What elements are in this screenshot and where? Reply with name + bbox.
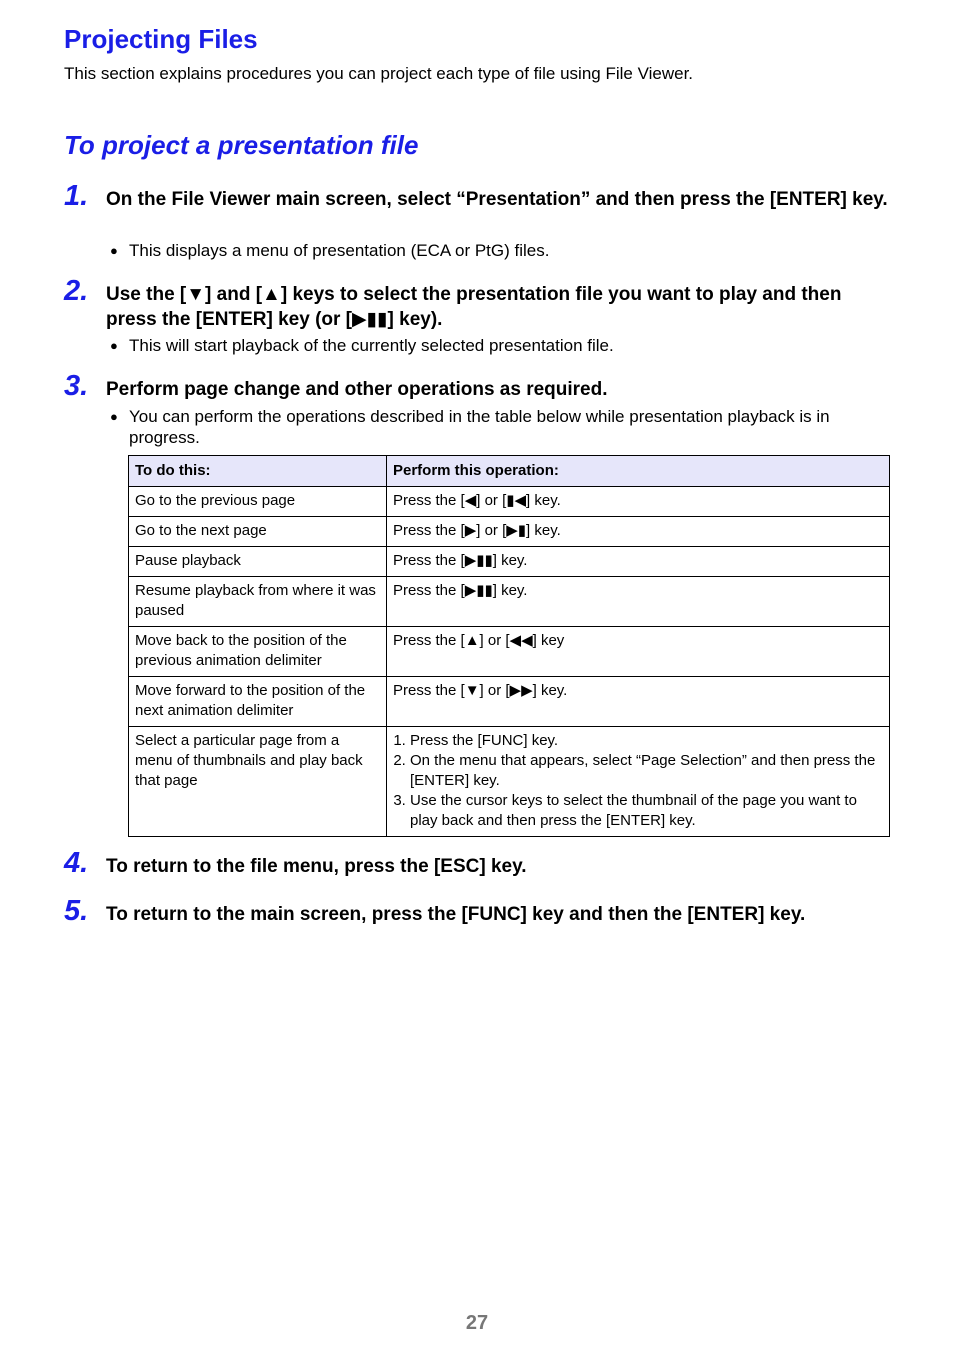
table-cell-operation: Press the [▶▮▮] key. bbox=[387, 547, 890, 577]
table-cell-action: Go to the next page bbox=[129, 517, 387, 547]
table-cell-action: Move back to the position of the previous animation delimiter bbox=[129, 627, 387, 677]
bullet-icon: ● bbox=[110, 338, 118, 353]
step-bullet bbox=[110, 240, 890, 261]
table-cell-action: Go to the previous page bbox=[129, 487, 387, 517]
step-number: 3. bbox=[64, 370, 89, 402]
step-text: On the File Viewer main screen, select “Presentation” and then press the [ENTER] key. bbox=[106, 189, 888, 210]
step-number: 2. bbox=[64, 275, 89, 307]
section-title: To project a presentation file bbox=[64, 130, 419, 160]
operations-table bbox=[128, 455, 890, 837]
bullet-text: You can perform the operations described in the table below while presentation playback is in progress. bbox=[129, 407, 830, 447]
page-title: Projecting Files bbox=[64, 24, 258, 54]
bullet-icon: ● bbox=[110, 243, 118, 258]
step-text: Perform page change and other operations as required. bbox=[106, 379, 608, 400]
table-row bbox=[129, 547, 890, 577]
table-row bbox=[129, 627, 890, 677]
table-row bbox=[129, 577, 890, 627]
table-row bbox=[129, 677, 890, 727]
step-bullet bbox=[110, 335, 890, 356]
table-cell-operation bbox=[387, 727, 890, 837]
table-cell-action: Pause playback bbox=[129, 547, 387, 577]
list-item: 2. On the menu that appears, select “Page Selection” and then press the [ENTER] key. bbox=[410, 751, 883, 791]
operation-steps-list bbox=[393, 731, 883, 831]
step-text: To return to the main screen, press the [FUNC] key and then the [ENTER] key. bbox=[106, 904, 806, 925]
table-row bbox=[129, 727, 890, 837]
page-number: 27 bbox=[465, 1312, 489, 1334]
bullet-text: This will start playback of the currently selected presentation file. bbox=[129, 336, 614, 355]
list-item: 3. Use the cursor keys to select the thumbnail of the page you want to play back and then press the [ENTER] key. bbox=[410, 791, 883, 831]
step-text: Use the [▼] and [▲] keys to select the presentation file you want to play and then press the [ENTER] key (or [▶▮▮] key). bbox=[106, 284, 842, 330]
step-bullet bbox=[110, 406, 890, 448]
table-header-cell: To do this: bbox=[129, 456, 387, 487]
table-header-cell: Perform this operation: bbox=[387, 456, 890, 487]
table-cell-action: Resume playback from where it was paused bbox=[129, 577, 387, 627]
step-text: To return to the file menu, press the [ESC] key. bbox=[106, 856, 527, 877]
bullet-text: This displays a menu of presentation (ECA or PtG) files. bbox=[129, 241, 550, 260]
table-cell-action: Select a particular page from a menu of thumbnails and play back that page bbox=[129, 727, 387, 837]
table-row bbox=[129, 517, 890, 547]
bullet-icon: ● bbox=[110, 409, 118, 424]
table-header-row bbox=[129, 456, 890, 487]
table-row bbox=[129, 487, 890, 517]
table-cell-operation: Press the [▲] or [◀◀] key bbox=[387, 627, 890, 677]
step-number: 1. bbox=[64, 180, 89, 212]
table-cell-operation: Press the [▶] or [▶▮] key. bbox=[387, 517, 890, 547]
table-cell-operation: Press the [▶▮▮] key. bbox=[387, 577, 890, 627]
intro-text: This section explains procedures you can project each type of file using File Viewer. bbox=[64, 64, 694, 83]
table-cell-action: Move forward to the position of the next animation delimiter bbox=[129, 677, 387, 727]
table-cell-operation: Press the [▼] or [▶▶] key. bbox=[387, 677, 890, 727]
list-item: 1. Press the [FUNC] key. bbox=[410, 731, 883, 751]
table-cell-operation: Press the [◀] or [▮◀] key. bbox=[387, 487, 890, 517]
step-number: 4. bbox=[64, 847, 89, 879]
step-number: 5. bbox=[64, 895, 89, 927]
